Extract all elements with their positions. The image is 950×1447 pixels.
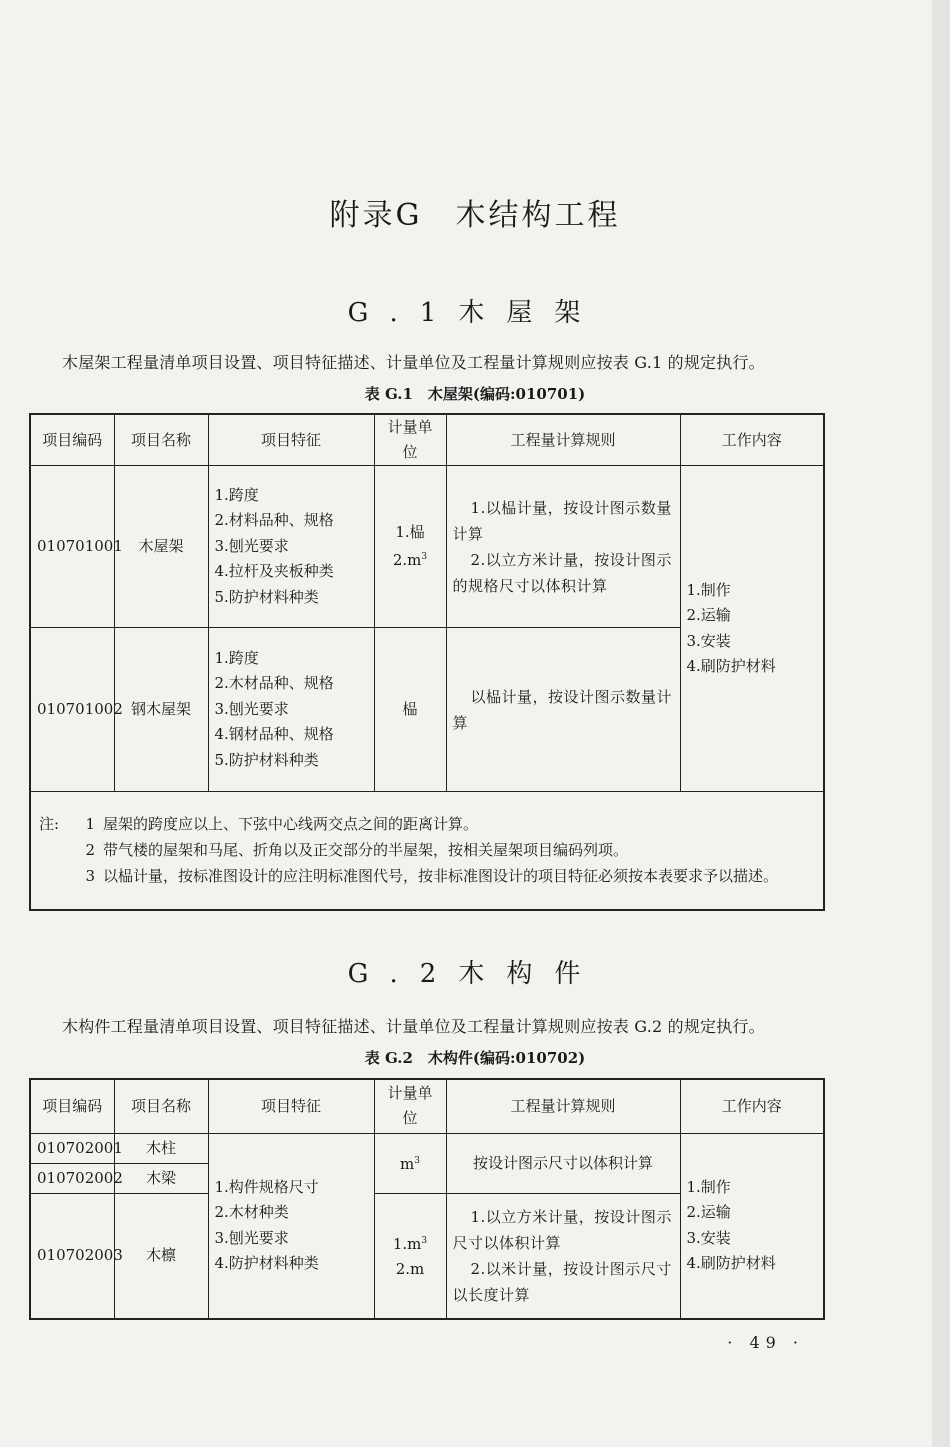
feature-line: 2.木材种类 bbox=[214, 1203, 289, 1222]
table-caption: 表 G.1 木屋架(编码:010701) bbox=[364, 385, 586, 403]
feature-line: 4.防护材料种类 bbox=[214, 1254, 319, 1273]
header-cell: 项目名称 bbox=[114, 1079, 208, 1133]
section-code: G.2 bbox=[347, 959, 459, 989]
work-line: 1.制作 bbox=[686, 1177, 731, 1196]
section-intro: 木屋架工程量清单项目设置、项目特征描述、计量单位及工程量计算规则应按表 G.1 的规定执行。 bbox=[62, 353, 765, 372]
feature-line: 1.构件规格尺寸 bbox=[214, 1177, 319, 1196]
note-item bbox=[81, 863, 813, 889]
item-rules bbox=[446, 1193, 680, 1319]
header-cell: 计量单位 bbox=[374, 1079, 446, 1133]
header-cell: 项目编码 bbox=[30, 414, 114, 466]
header-cell: 工程量计算规则 bbox=[446, 1079, 680, 1133]
unit-text: m bbox=[400, 1155, 415, 1173]
note-item bbox=[39, 811, 813, 837]
feature-line: 1.跨度 bbox=[214, 485, 259, 504]
unit-text: 2.m bbox=[392, 551, 422, 569]
section-code: G.1 bbox=[347, 298, 459, 328]
table-row bbox=[30, 1133, 824, 1163]
feature-line: 2.材料品种、规格 bbox=[214, 511, 334, 530]
work-line: 3.安装 bbox=[686, 1228, 731, 1247]
unit-line bbox=[381, 1229, 440, 1257]
appendix-title: 附录G 木结构工程 bbox=[329, 198, 621, 233]
work-content bbox=[680, 1133, 824, 1319]
feature-line: 2.木材品种、规格 bbox=[214, 674, 334, 693]
item-rules: 按设计图示尺寸以体积计算 bbox=[446, 1133, 680, 1193]
unit-exponent: 3 bbox=[421, 552, 428, 562]
feature-line: 3.刨光要求 bbox=[214, 1228, 289, 1247]
unit-exponent: 3 bbox=[414, 1156, 420, 1166]
section-name: 木屋架 bbox=[458, 298, 603, 328]
item-name: 木屋架 bbox=[114, 466, 208, 628]
note-item bbox=[81, 837, 813, 863]
header-cell: 计量单位 bbox=[374, 414, 446, 466]
section-intro: 木构件工程量清单项目设置、项目特征描述、计量单位及工程量计算规则应按表 G.2 的规定执行。 bbox=[62, 1017, 765, 1036]
header-cell: 工作内容 bbox=[680, 414, 824, 466]
table-caption: 表 G.2 木构件(编码:010702) bbox=[364, 1049, 586, 1067]
header-cell: 工作内容 bbox=[680, 1079, 824, 1133]
note-text: 带气楼的屋架和马尾、折角以及正交部分的半屋架，按相关屋架项目编码列项。 bbox=[103, 841, 629, 860]
section-heading-g2 bbox=[0, 953, 950, 990]
note-text: 屋架的跨度应以上、下弦中心线两交点之间的距离计算。 bbox=[103, 815, 479, 834]
section-name: 木构件 bbox=[458, 959, 603, 989]
unit-text: 1.m bbox=[392, 1235, 422, 1254]
item-name: 钢木屋架 bbox=[114, 628, 208, 792]
feature-line: 5.防护材料种类 bbox=[214, 750, 319, 769]
note-number: 3 bbox=[85, 867, 95, 886]
item-rules bbox=[446, 628, 680, 792]
table-notes bbox=[30, 792, 824, 910]
note-text: 以榀计量，按标准图设计的应注明标准图代号，按非标准图设计的项目特征必须按本表要求予以描述。 bbox=[103, 867, 779, 886]
work-line: 2.运输 bbox=[686, 606, 731, 624]
unit-line bbox=[381, 545, 440, 573]
table-g1 bbox=[29, 413, 825, 911]
item-code: 010701002 bbox=[30, 628, 114, 792]
header-cell: 工程量计算规则 bbox=[446, 414, 680, 466]
note-prefix: 注: bbox=[39, 815, 60, 834]
unit-exponent: 3 bbox=[421, 1236, 428, 1247]
unit-line: 2.m bbox=[395, 1260, 425, 1279]
table-header-row bbox=[30, 1079, 824, 1133]
item-rules bbox=[446, 466, 680, 628]
rule-line: 2.以立方米计量，按设计图示的规格尺寸以体积计算 bbox=[452, 550, 672, 595]
item-code: 010702002 bbox=[30, 1163, 114, 1193]
feature-line: 4.钢材品种、规格 bbox=[214, 725, 334, 744]
rule-line: 2.以米计量，按设计图示尺寸以长度计算 bbox=[452, 1259, 672, 1304]
table-notes-row bbox=[30, 792, 824, 910]
table-row bbox=[30, 466, 824, 628]
work-line: 1.制作 bbox=[686, 580, 731, 599]
work-line: 3.安装 bbox=[686, 631, 731, 650]
feature-line: 3.刨光要求 bbox=[214, 536, 289, 555]
item-name: 木梁 bbox=[114, 1163, 208, 1193]
header-cell: 项目编码 bbox=[30, 1079, 114, 1133]
item-code: 010701001 bbox=[30, 466, 114, 628]
header-cell: 项目特征 bbox=[208, 1079, 374, 1133]
work-line: 4.刷防护材料 bbox=[686, 657, 776, 675]
table-g2 bbox=[29, 1078, 825, 1320]
unit-line: 1.榀 bbox=[395, 523, 425, 541]
note-number: 2 bbox=[85, 841, 95, 860]
item-unit: 榀 bbox=[374, 628, 446, 792]
feature-line: 1.跨度 bbox=[214, 648, 259, 667]
item-code: 010702001 bbox=[30, 1133, 114, 1163]
header-cell: 项目名称 bbox=[114, 414, 208, 466]
item-name: 木檩 bbox=[114, 1193, 208, 1319]
note-number: 1 bbox=[85, 815, 95, 834]
work-line: 2.运输 bbox=[686, 1203, 731, 1222]
rule-line: 1.以榀计量，按设计图示数量计算 bbox=[452, 498, 672, 543]
item-unit bbox=[374, 1193, 446, 1319]
page-number: · 49 · bbox=[727, 1333, 804, 1352]
item-code: 010702003 bbox=[30, 1193, 114, 1319]
feature-line: 3.刨光要求 bbox=[214, 699, 289, 718]
item-features bbox=[208, 628, 374, 792]
rule-line: 以榀计量，按设计图示数量计算 bbox=[452, 687, 673, 732]
table-header-row bbox=[30, 414, 824, 466]
item-name: 木柱 bbox=[114, 1133, 208, 1163]
item-features bbox=[208, 1133, 374, 1319]
section-heading-g1 bbox=[0, 292, 950, 329]
feature-line: 4.拉杆及夹板种类 bbox=[214, 562, 334, 581]
work-line: 4.刷防护材料 bbox=[686, 1254, 776, 1273]
feature-line: 5.防护材料种类 bbox=[214, 587, 319, 606]
header-cell: 项目特征 bbox=[208, 414, 374, 466]
item-features bbox=[208, 466, 374, 628]
item-unit bbox=[374, 1133, 446, 1193]
work-content bbox=[680, 466, 824, 792]
item-unit bbox=[374, 466, 446, 628]
rule-line: 1.以立方米计量，按设计图示尺寸以体积计算 bbox=[452, 1207, 672, 1252]
